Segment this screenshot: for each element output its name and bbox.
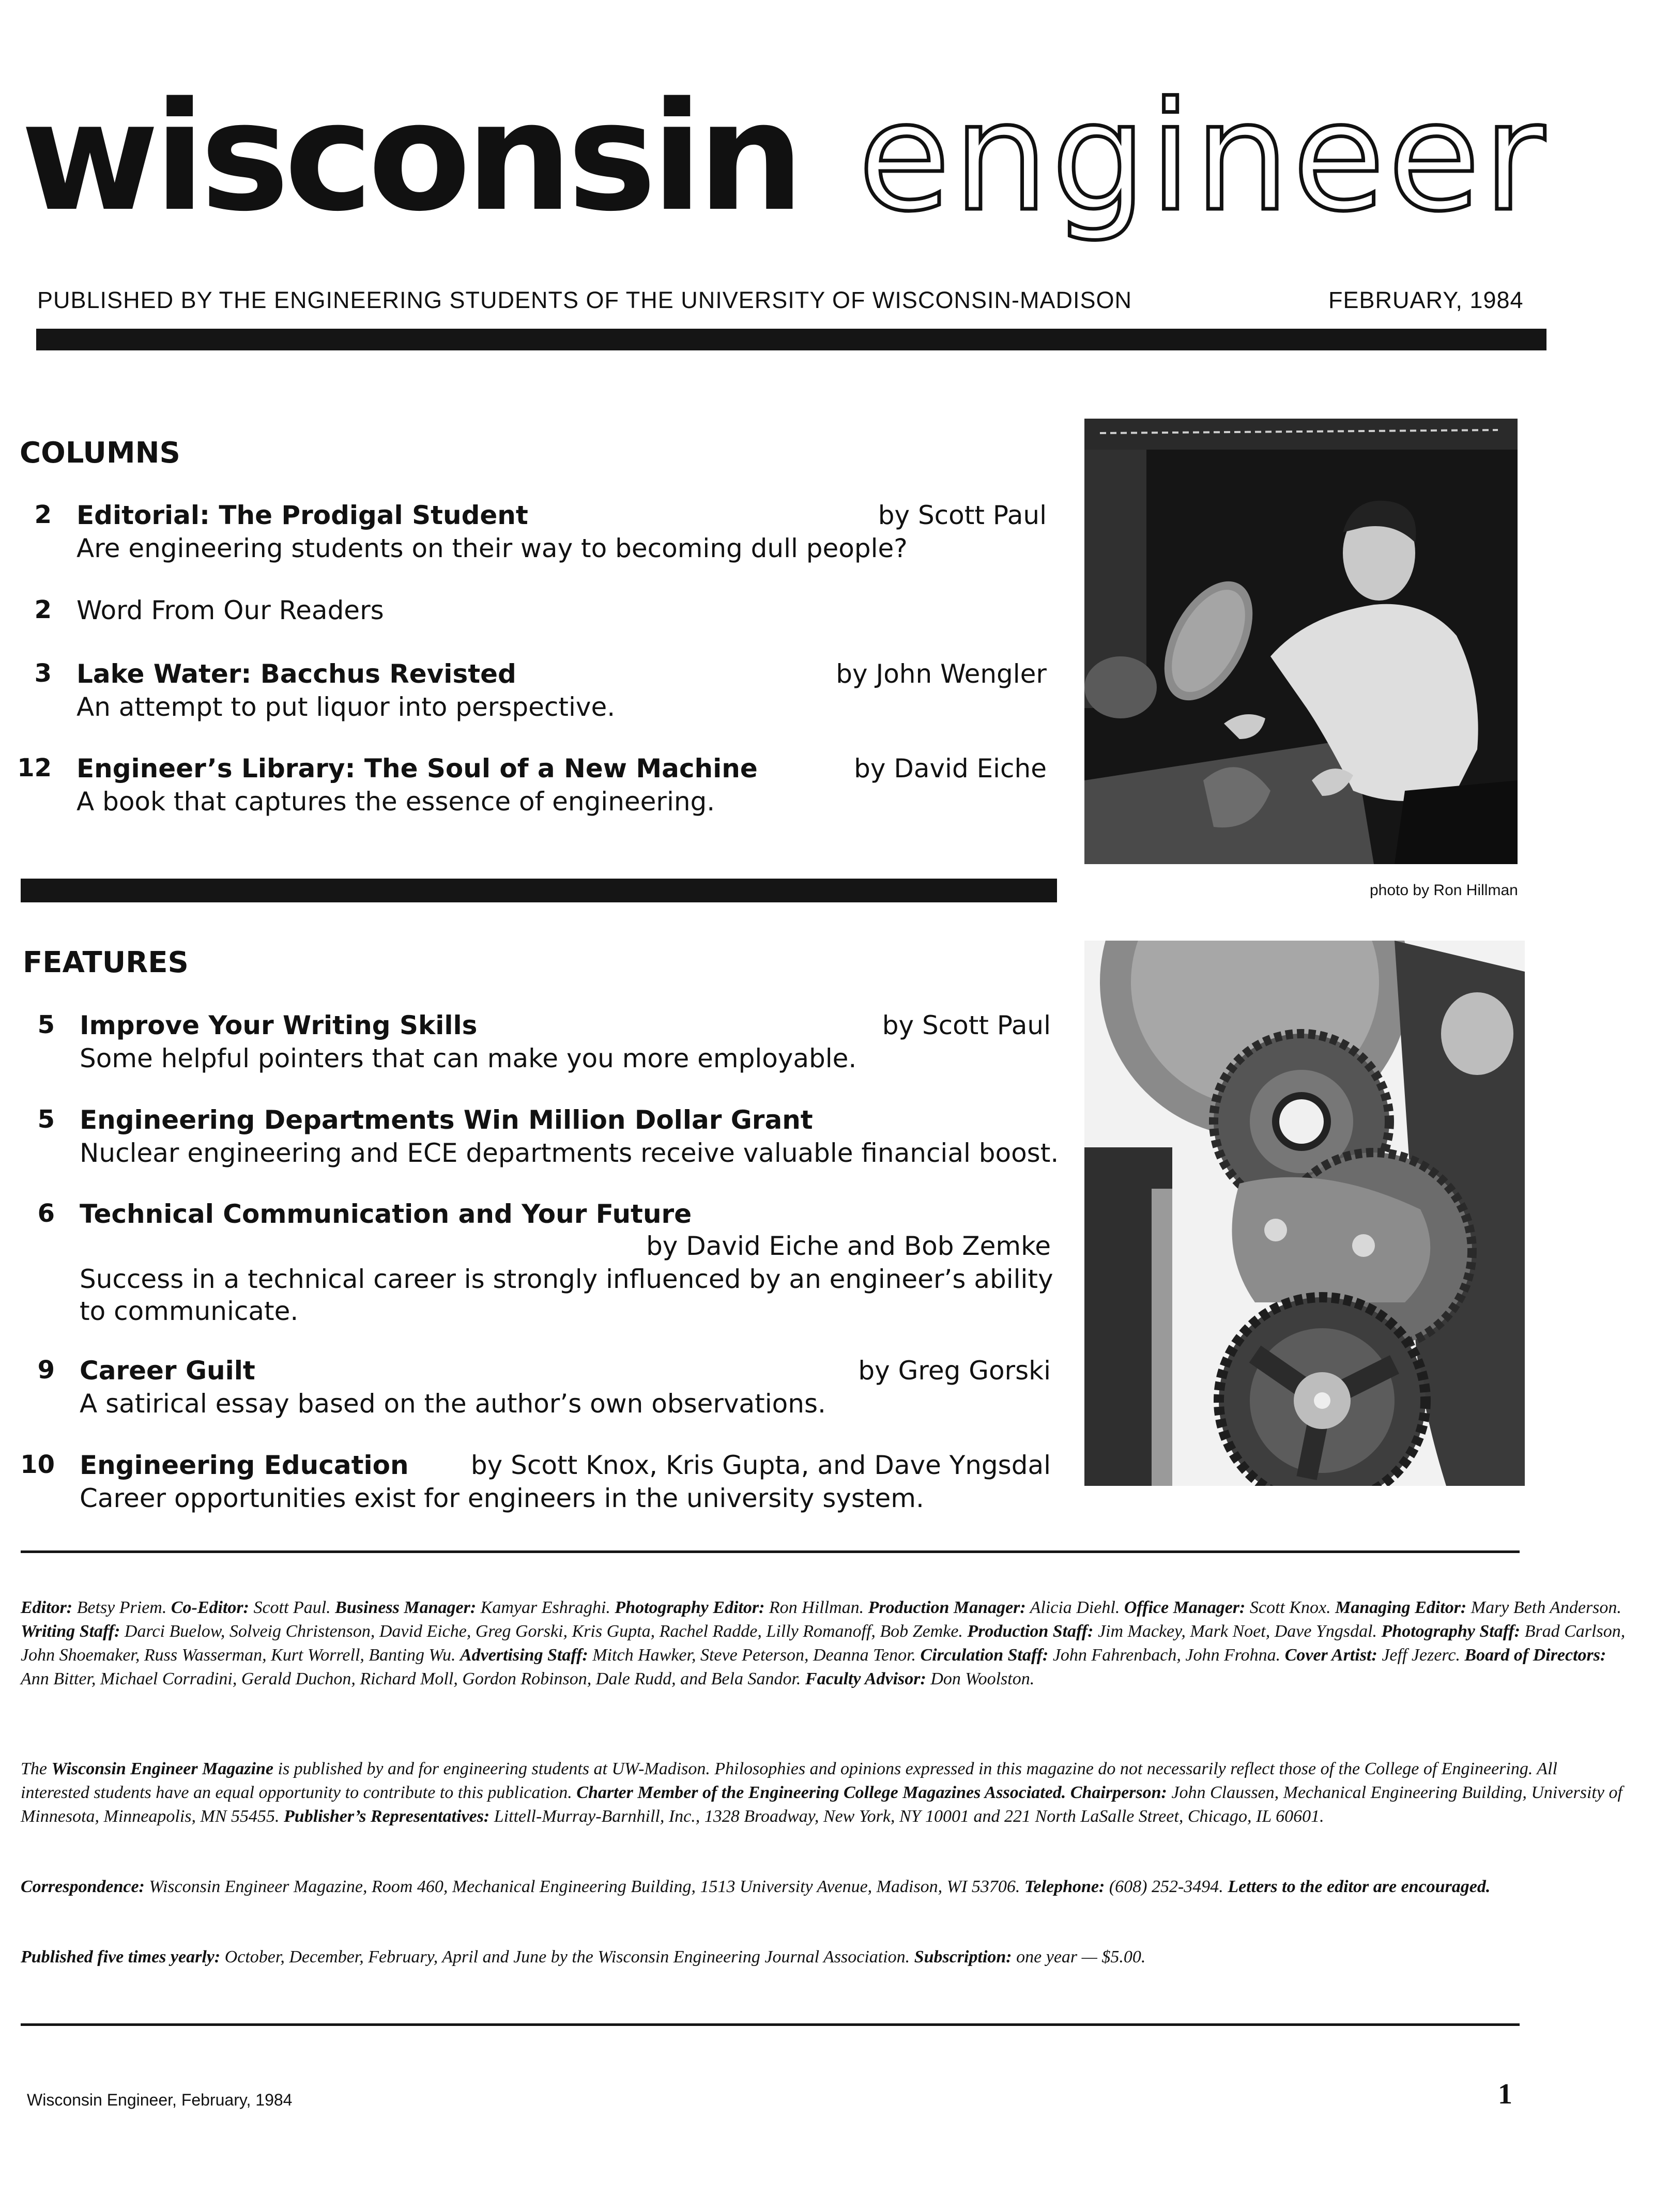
schedule-text: October, December, February, April and June by the Wisconsin Engineering Journal Association. xyxy=(224,1947,910,1967)
toc-description: Career opportunities exist for engineers in the university system. xyxy=(80,1483,924,1513)
toc-title: Engineering Education xyxy=(80,1450,409,1480)
toc-title: Editorial: The Prodigal Student xyxy=(76,500,528,530)
toc-title: Technical Communication and Your Future xyxy=(80,1199,692,1229)
photo-gears-illustration xyxy=(1084,941,1525,1486)
toc-byline: by Greg Gorski xyxy=(858,1356,1051,1386)
toc-description: Some helpful pointers that can make you more employable. xyxy=(80,1043,857,1073)
page-number: 1 xyxy=(1498,2078,1512,2110)
photo-credit: photo by Ron Hillman xyxy=(1370,882,1518,899)
toc-page-number: 2 xyxy=(34,595,52,624)
staff-value: Jeff Jezerc. xyxy=(1382,1646,1460,1665)
about-text: is published by and for engineering students at UW-Madison. Philosophies and opinions expressed in this magazine do not necessarily reflect those of the College of Engineering. All interested students have an equal opportunity to contribute to this publication. xyxy=(21,1759,1557,1802)
toc-description: A book that captures the essence of engineering. xyxy=(76,787,715,817)
toc-byline: by David Eiche and Bob Zemke xyxy=(646,1231,1051,1261)
charter-member: Charter Member of the Engineering College Magazines Associated. xyxy=(576,1783,1066,1802)
subscription-price: one year — $5.00. xyxy=(1016,1947,1146,1967)
toc-page-number: 6 xyxy=(37,1199,55,1228)
toc-page-number: 9 xyxy=(37,1356,55,1385)
toc-page-number: 12 xyxy=(17,754,52,782)
features-heading: FEATURES xyxy=(23,946,189,979)
telephone: (608) 252-3494. xyxy=(1109,1877,1223,1896)
correspondence xyxy=(21,1875,1628,1899)
letters-note: Letters to the editor are encouraged. xyxy=(1228,1877,1491,1896)
staff-value: Alicia Diehl. xyxy=(1030,1598,1120,1617)
toc-title: Improve Your Writing Skills xyxy=(80,1010,478,1040)
toc-page-number: 5 xyxy=(37,1010,55,1039)
toc-title: Lake Water: Bacchus Revisted xyxy=(76,659,516,689)
toc-description: A satirical essay based on the author’s own observations. xyxy=(80,1389,826,1419)
staff-value: Scott Paul. xyxy=(253,1598,331,1617)
staff-label: Board of Directors: xyxy=(1464,1646,1606,1665)
staff-label: Faculty Advisor: xyxy=(805,1669,926,1688)
toc-byline: by Scott Knox, Kris Gupta, and Dave Yngsdal xyxy=(470,1450,1051,1480)
toc-page-number: 10 xyxy=(20,1450,55,1479)
issue-date: FEBRUARY, 1984 xyxy=(1328,287,1524,313)
staff-label: Telephone: xyxy=(1024,1877,1105,1896)
toc-page-number: 5 xyxy=(37,1105,55,1134)
staff-label: Circulation Staff: xyxy=(920,1646,1049,1665)
staff-label: Photography Editor: xyxy=(615,1598,765,1617)
toc-title: Word From Our Readers xyxy=(76,595,384,625)
staff-top-rule xyxy=(21,1550,1520,1553)
staff-label: Co-Editor: xyxy=(171,1598,249,1617)
staff-label: Advertising Staff: xyxy=(460,1646,588,1665)
publisher-representatives: Littell-Murray-Barnhill, Inc., 1328 Broadway, New York, NY 10001 and 221 North LaSalle Street, Chicago, IL 60601. xyxy=(494,1807,1324,1826)
toc-byline: by Scott Paul xyxy=(878,500,1047,530)
features-list xyxy=(19,1010,1059,1517)
staff-value: John Fahrenbach, John Frohna. xyxy=(1052,1646,1281,1665)
about-magazine xyxy=(21,1757,1628,1829)
staff-value: Mary Beth Anderson. xyxy=(1471,1598,1621,1617)
toc-byline: by John Wengler xyxy=(836,659,1047,689)
staff-value: Ann Bitter, Michael Corradini, Gerald Duchon, Richard Moll, Gordon Robinson, Dale Rudd, and Bela Sandor. xyxy=(21,1669,801,1688)
staff-credits xyxy=(21,1596,1628,1691)
staff-label: Managing Editor: xyxy=(1335,1598,1467,1617)
toc-title: Engineering Departments Win Million Dollar Grant xyxy=(80,1105,813,1135)
staff-label: Cover Artist: xyxy=(1284,1646,1377,1665)
staff-value: Ron Hillman. xyxy=(769,1598,864,1617)
masthead-divider-bar xyxy=(36,329,1546,350)
staff-label: Correspondence: xyxy=(21,1877,145,1896)
staff-label: Office Manager: xyxy=(1124,1598,1246,1617)
photo-gears xyxy=(1084,941,1525,1486)
toc-byline: by David Eiche xyxy=(854,754,1047,784)
columns-heading: COLUMNS xyxy=(20,436,180,470)
toc-page-number: 3 xyxy=(34,659,52,688)
staff-value: Darci Buelow, Solveig Christenson, David Eiche, Greg Gorski, Kris Gupta, Rachel Radde, Lilly Romanoff, Bob Zemke. xyxy=(124,1622,963,1641)
staff-value: Scott Knox. xyxy=(1249,1598,1331,1617)
photo-student-football xyxy=(1084,419,1518,864)
toc-title: Engineer’s Library: The Soul of a New Machine xyxy=(76,754,758,784)
masthead-title-engineer: engineer xyxy=(858,70,1548,244)
staff-label: Subscription: xyxy=(914,1947,1012,1967)
section-divider-bar xyxy=(21,879,1057,902)
staff-label: Production Staff: xyxy=(967,1622,1094,1641)
staff-value: Jim Mackey, Mark Noet, Dave Yngsdal. xyxy=(1097,1622,1377,1641)
staff-value: Don Woolston. xyxy=(930,1669,1035,1688)
staff-value: Mitch Hawker, Steve Peterson, Deanna Tenor. xyxy=(592,1646,916,1665)
staff-bottom-rule xyxy=(21,2023,1520,2026)
footer-issue: Wisconsin Engineer, February, 1984 xyxy=(27,2091,293,2109)
columns-list xyxy=(16,500,1047,872)
staff-label: Editor: xyxy=(21,1598,73,1617)
publication-schedule xyxy=(21,1945,1628,1969)
staff-label: Production Manager: xyxy=(868,1598,1026,1617)
staff-label: Chairperson: xyxy=(1070,1783,1167,1802)
toc-description: Success in a technical career is strongly influenced by an engineer’s ability xyxy=(80,1264,1053,1294)
staff-value: Betsy Priem. xyxy=(76,1598,167,1617)
toc-title: Career Guilt xyxy=(80,1356,255,1386)
photo-student-football-illustration xyxy=(1084,419,1518,864)
staff-label: Photography Staff: xyxy=(1381,1622,1521,1641)
magazine-name: Wisconsin Engineer Magazine xyxy=(51,1759,273,1778)
staff-value: Kamyar Eshraghi. xyxy=(480,1598,610,1617)
toc-description: Are engineering students on their way to becoming dull people? xyxy=(76,533,908,563)
staff-label: Business Manager: xyxy=(335,1598,477,1617)
correspondence-address: Wisconsin Engineer Magazine, Room 460, Mechanical Engineering Building, 1513 University Avenue, Madison, WI 53706. xyxy=(149,1877,1020,1896)
publisher-line: PUBLISHED BY THE ENGINEERING STUDENTS OF THE UNIVERSITY OF WISCONSIN-MADISON xyxy=(37,287,1132,313)
about-text: The xyxy=(21,1759,47,1778)
masthead-title-wisconsin: wisconsin xyxy=(21,70,799,244)
toc-byline: by Scott Paul xyxy=(882,1010,1051,1040)
staff-label: Writing Staff: xyxy=(21,1622,120,1641)
toc-description: to communicate. xyxy=(80,1296,299,1326)
staff-value: Brad Carlson, John Shoemaker, Russ Wasserman, Kurt Worrell, Banting Wu. xyxy=(21,1622,1626,1665)
toc-description: An attempt to put liquor into perspective. xyxy=(76,692,616,722)
toc-page-number: 2 xyxy=(34,500,52,529)
staff-label: Publisher’s Representatives: xyxy=(284,1807,490,1826)
staff-label: Published five times yearly: xyxy=(21,1947,221,1967)
toc-description: Nuclear engineering and ECE departments receive valuable financial boost. xyxy=(80,1138,1059,1168)
chairperson: John Claussen, Mechanical Engineering Building, University of Minnesota, Minneapolis, MN 55455. xyxy=(21,1783,1622,1826)
